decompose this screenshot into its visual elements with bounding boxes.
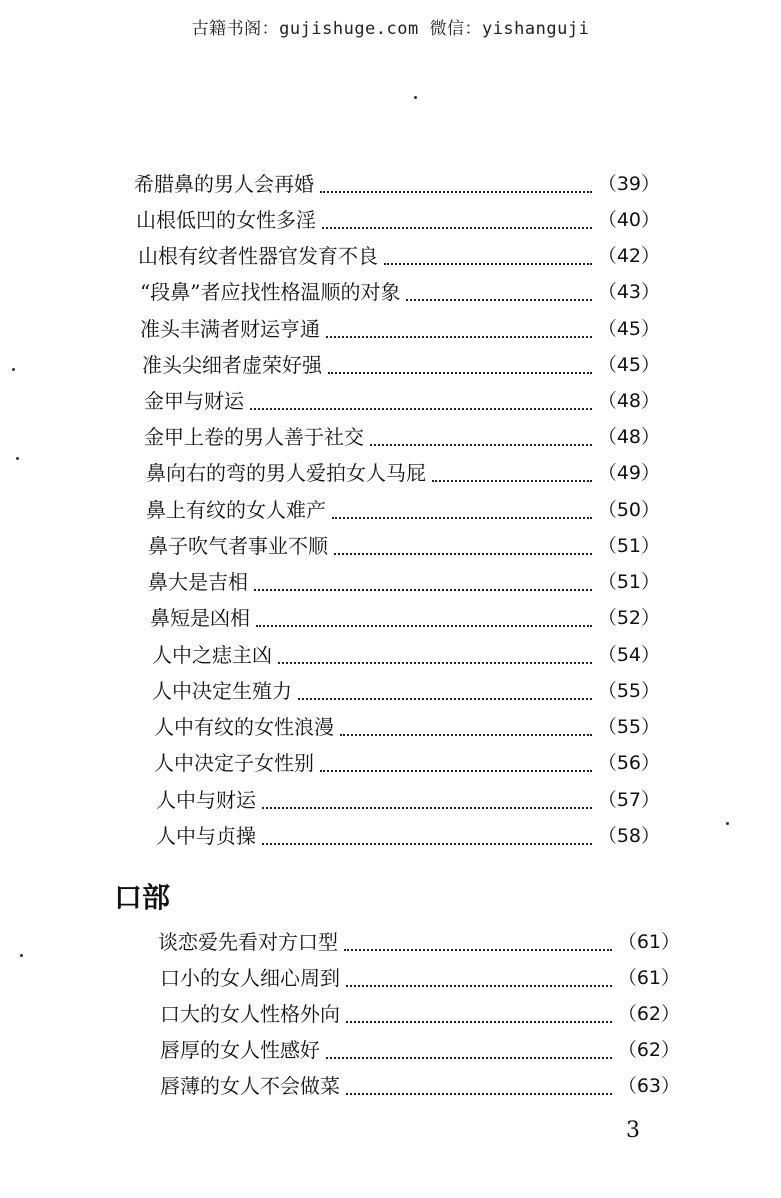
toc-entry-title: 口小的女人细心周到 [160,965,340,990]
leader-dots [346,1079,612,1095]
toc-entry-title: 鼻上有纹的女人难产 [146,497,326,522]
toc-entry-page: （39） [597,172,660,195]
toc-entry [146,457,660,485]
leader-dots [262,829,592,845]
toc-entry-title: 鼻大是吉相 [148,569,248,594]
leader-dots [320,756,592,772]
page-number: 3 [626,1118,640,1143]
toc-entry [148,530,660,558]
toc-entry [158,926,680,954]
toc-entry [156,784,660,812]
section-heading: 口部 [114,881,171,914]
toc-entry-title: 谈恋爱先看对方口型 [158,929,338,954]
toc-entry-title: 准头丰满者财运亨通 [140,316,320,341]
toc-entry [156,820,660,848]
toc-entry [160,1070,680,1098]
site-header: 古籍书阁：gujishuge.com 微信：yishanguji [191,19,590,39]
toc-entry-page: （45） [597,353,660,376]
toc-entry [136,204,660,232]
toc-entry-title: 山根低凹的女性多淫 [136,207,316,232]
toc-entry [160,1034,680,1062]
toc-entry [144,385,660,413]
toc-entry-title: 口大的女人性格外向 [160,1001,340,1026]
toc-entry-page: （45） [597,317,660,340]
toc-entry [152,675,660,703]
toc-entry [150,602,660,630]
toc-entry-page: （54） [597,643,660,666]
toc-entry-page: （48） [597,389,660,412]
toc-entry-title: 人中与财运 [156,787,256,812]
toc-entry-page: （40） [597,208,660,231]
leader-dots [298,684,592,700]
toc-entry-page: （62） [617,1002,680,1025]
toc-entry [144,421,660,449]
toc-entry-page: （55） [597,679,660,702]
toc-entry-page: （58） [597,824,660,847]
toc-entry-title: 金甲与财运 [144,388,244,413]
toc-entry-page: （49） [597,461,660,484]
toc-entry-page: （43） [597,280,660,303]
leader-dots [256,611,592,627]
toc-entry-title: 鼻向右的弯的男人爱拍女人马屁 [146,460,426,485]
toc-entry-page: （57） [597,788,660,811]
toc-entry-page: （55） [597,715,660,738]
leader-dots [344,935,612,951]
leader-dots [278,648,592,664]
toc-entry [140,313,660,341]
toc-entry-page: （52） [597,606,660,629]
toc-entry [138,240,660,268]
leader-dots [370,430,592,446]
toc-entry [154,747,660,775]
leader-dots [320,177,592,193]
toc-entry [160,962,680,990]
toc-entry-title: 人中决定子女性别 [154,750,314,775]
leader-dots [432,466,592,482]
toc-entry-page: （50） [597,498,660,521]
toc-entry-title: “段鼻”者应找性格温顺的对象 [140,279,401,304]
toc-entry [160,998,680,1026]
toc-entry-title: 唇厚的女人性感好 [160,1037,320,1062]
leader-dots [346,1007,612,1023]
toc-entry-page: （61） [617,930,680,953]
toc-entry-page: （63） [617,1074,680,1097]
toc-entry-page: （42） [597,244,660,267]
toc-entry-title: 人中之痣主凶 [152,642,272,667]
toc-entry [154,711,660,739]
toc-entry-title: 鼻子吹气者事业不顺 [148,533,328,558]
leader-dots [322,213,592,229]
toc-entry [146,494,660,522]
toc-entry-title: 准头尖细者虚荣好强 [142,352,322,377]
leader-dots [334,539,592,555]
toc-entry-page: （61） [617,966,680,989]
leader-dots [406,285,591,301]
leader-dots [332,503,592,519]
toc-entry-title: 山根有纹者性器官发育不良 [138,243,378,268]
toc-entry [152,639,660,667]
toc-entry-title: 金甲上卷的男人善于社交 [144,424,364,449]
toc-entry-title: 唇薄的女人不会做菜 [160,1073,340,1098]
toc-entry-page: （51） [597,534,660,557]
leader-dots [326,322,592,338]
toc-entry [142,349,660,377]
leader-dots [346,971,612,987]
toc-entry-title: 人中有纹的女性浪漫 [154,714,334,739]
toc-entry-title: 人中与贞操 [156,823,256,848]
leader-dots [326,1043,612,1059]
leader-dots [250,394,592,410]
leader-dots [328,358,592,374]
leader-dots [262,793,592,809]
leader-dots [384,249,592,265]
toc-entry-page: （62） [617,1038,680,1061]
toc-entry-title: 鼻短是凶相 [150,605,250,630]
toc-entry [140,276,660,304]
toc-entry-page: （51） [597,570,660,593]
toc-entry-title: 人中决定生殖力 [152,678,292,703]
leader-dots [254,575,592,591]
leader-dots [340,720,592,736]
toc-entry-page: （56） [597,751,660,774]
toc-entry-page: （48） [597,425,660,448]
toc-entry [148,566,660,594]
toc-entry-title: 希腊鼻的男人会再婚 [134,171,314,196]
toc-entry [134,168,660,196]
